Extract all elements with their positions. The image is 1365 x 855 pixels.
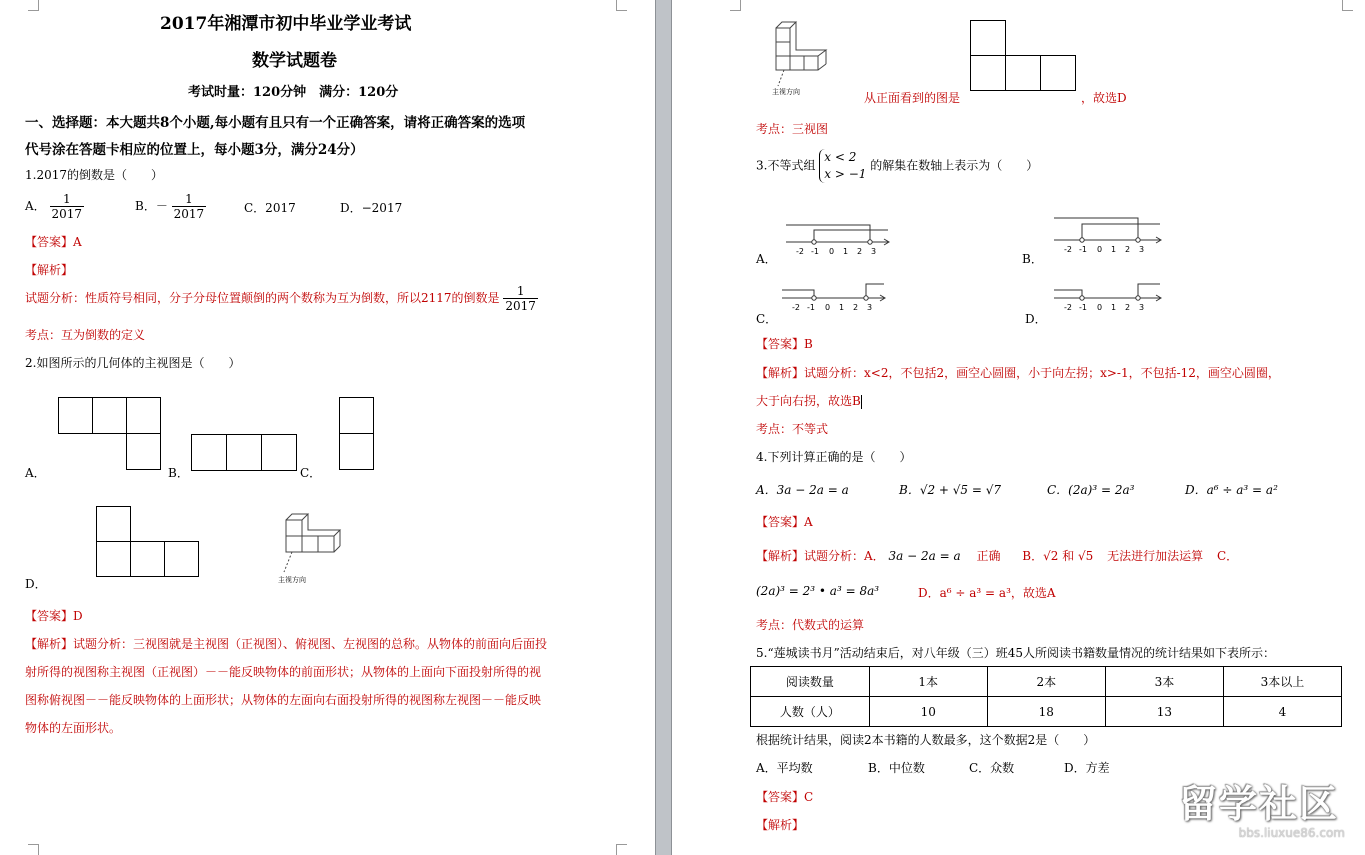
tick-label: 0 xyxy=(1097,245,1103,254)
q3-option-c-label: C． xyxy=(756,312,778,326)
q2-option-c-label: C． xyxy=(300,466,322,480)
tick-label: 0 xyxy=(829,247,835,256)
q4-option-d: D．a⁶ ÷ a³ = a² xyxy=(1185,483,1278,497)
q4-analysis-1f: C． xyxy=(1216,549,1239,563)
tick-label: 1 xyxy=(1111,303,1117,312)
q3-inequality-line2: x > −1 xyxy=(824,167,867,181)
page-corner-mark xyxy=(616,844,627,855)
tick-label: 2 xyxy=(853,303,859,312)
q5-option-d: D．方差 xyxy=(1064,761,1110,775)
q3-analysis-line1: 【解析】试题分析：x<2，不包括2，画空心圆圈，小于向左拐；x>-1，不包括-12，画空心圆圈， xyxy=(756,366,1280,380)
q4-analysis-1d: B．√2 和 √5 xyxy=(1022,549,1094,563)
table-cell: 4 xyxy=(1223,697,1341,727)
q5-analysis-label: 【解析】 xyxy=(756,818,805,832)
q2-stem: 2.如图所示的几何体的主视图是（ ） xyxy=(25,356,241,370)
fraction-denominator: 2017 xyxy=(173,207,205,221)
watermark-url-text: bbs.liuxue86.com xyxy=(1238,826,1345,840)
table-row xyxy=(751,697,1342,727)
watermark-main-text: 留学社区 xyxy=(1179,782,1340,826)
fraction-numerator: 1 xyxy=(50,192,85,207)
tick-label: 2 xyxy=(857,247,863,256)
fraction-numerator: 1 xyxy=(172,192,207,207)
document-page-left xyxy=(0,0,655,855)
page-corner-mark xyxy=(730,0,741,11)
fraction-denominator: 2017 xyxy=(505,299,536,313)
q1-analysis-fraction xyxy=(503,284,538,313)
q3-number-line-a xyxy=(782,218,894,260)
q2-option-a-label: A． xyxy=(25,466,46,480)
table-cell: 10 xyxy=(869,697,987,727)
fraction-numerator: 1 xyxy=(503,284,538,299)
table-cell: 13 xyxy=(1105,697,1223,727)
section-heading-line2: 代号涂在答题卡相应的位置上，每小题3分，满分24分） xyxy=(25,142,364,158)
tick-label: -2 xyxy=(1064,303,1072,312)
text-cursor xyxy=(861,395,862,409)
q4-analysis-2b: D．a⁶ ÷ a³ = a³，故选A xyxy=(918,586,1056,600)
q1-option-c: C．2017 xyxy=(244,201,296,215)
q2-point: 考点：三视图 xyxy=(756,122,829,136)
tick-label: 3 xyxy=(1139,303,1145,312)
tick-label: 3 xyxy=(1139,245,1145,254)
q1-option-a xyxy=(25,192,84,221)
q3-stem-pre: 3.不等式组 xyxy=(756,158,816,173)
section-heading-line1: 一、选择题：本大题共8个小题,每小题有且只有一个正确答案，请将正确答案的选项 xyxy=(25,115,526,131)
q4-stem: 4.下列计算正确的是（ ） xyxy=(756,450,912,464)
q3-inequality-system xyxy=(819,149,866,183)
q4-answer: 【答案】A xyxy=(756,515,813,529)
q1-option-a-label: A． xyxy=(25,199,46,213)
table-cell: 人数（人） xyxy=(751,697,870,727)
q2-option-d-label: D． xyxy=(25,577,47,591)
q4-option-b: B．√2 + √5 = √7 xyxy=(899,483,1002,497)
q1-option-b xyxy=(135,192,206,221)
q1-option-b-label: B．－ xyxy=(135,199,168,213)
q1-analysis-label: 【解析】 xyxy=(25,263,74,277)
q1-option-b-fraction xyxy=(172,192,207,221)
q3-option-a-label: A． xyxy=(756,252,777,266)
q3-analysis-line2-text: 大于向右拐，故选B xyxy=(756,394,861,408)
q5-option-a: A．平均数 xyxy=(756,761,813,775)
table-cell: 1本 xyxy=(869,667,987,697)
q5-statistics-table xyxy=(750,666,1342,727)
q2-analysis-line3: 图称俯视图－－能反映物体的上面形状；从物体的左面向右面投射所得的视图称左视图－－能反映 xyxy=(25,693,542,707)
q3-stem-post: 的解集在数轴上表示为（ ） xyxy=(870,158,1039,173)
table-cell: 3本以上 xyxy=(1223,667,1341,697)
q2-analysis-line1: 【解析】试题分析：三视图就是主视图（正视图）、俯视图、左视图的总称。从物体的前面向后面投 xyxy=(25,637,548,651)
page-corner-mark xyxy=(1342,0,1353,11)
fraction-denominator: 2017 xyxy=(51,207,83,221)
q1-analysis-text: 试题分析：性质符号相同，分子分母位置颠倒的两个数称为互为倒数，所以2117的倒数是 xyxy=(25,291,500,305)
tick-label: 3 xyxy=(871,247,877,256)
tick-label: 1 xyxy=(843,247,849,256)
tick-label: -2 xyxy=(1064,245,1072,254)
tick-label: -2 xyxy=(796,247,804,256)
q2-geometry-solid-figure-repeat xyxy=(770,18,850,98)
tick-label: 0 xyxy=(1097,303,1103,312)
tick-label: 2 xyxy=(1125,245,1131,254)
q2-geometry-solid-figure xyxy=(276,506,356,586)
q1-analysis xyxy=(25,284,538,313)
q1-answer: 【答案】A xyxy=(25,235,82,249)
q3-number-line-b xyxy=(1050,212,1166,254)
tick-label: 3 xyxy=(867,303,873,312)
page-corner-mark xyxy=(28,844,39,855)
q2-option-b-label: B． xyxy=(168,466,189,480)
q2-choice-text: ，故选D xyxy=(1081,91,1127,105)
q4-analysis-1a: 【解析】试题分析：A． xyxy=(756,549,885,563)
q3-point: 考点：不等式 xyxy=(756,422,829,436)
q5-option-c: C．众数 xyxy=(969,761,1015,775)
table-cell: 2本 xyxy=(987,667,1105,697)
q3-stem xyxy=(756,149,1038,183)
q1-stem: 1.2017的倒数是（ ） xyxy=(25,168,163,182)
q2-analysis-line2: 射所得的视图称主视图（正视图）－－能反映物体的前面形状；从物体的上面向下面投射所得的视 xyxy=(25,665,542,679)
q5-question: 根据统计结果，阅读2本书籍的人数最多，这个数据2是（ ） xyxy=(756,733,1096,747)
q1-point: 考点：互为倒数的定义 xyxy=(25,328,146,342)
q4-analysis-2a: (2a)³ = 2³ • a³ = 8a³ xyxy=(756,584,880,598)
exam-title: 2017年湘潭市初中毕业学业考试 xyxy=(160,14,412,34)
tick-label: -1 xyxy=(1079,303,1087,312)
tick-label: -1 xyxy=(811,247,819,256)
q2-answer: 【答案】D xyxy=(25,609,83,623)
tick-label: 0 xyxy=(825,303,831,312)
page-corner-mark xyxy=(28,0,39,11)
q3-number-line-c xyxy=(778,278,890,316)
q5-answer: 【答案】C xyxy=(756,790,814,804)
q3-analysis-line2 xyxy=(756,392,862,409)
q3-number-line-d xyxy=(1050,276,1166,316)
page-corner-mark xyxy=(616,0,627,11)
q4-analysis-1c: 正确 xyxy=(976,549,1001,563)
table-cell: 3本 xyxy=(1105,667,1223,697)
q4-analysis-line1 xyxy=(756,547,1238,564)
q3-answer: 【答案】B xyxy=(756,337,813,351)
q4-option-a: A．3a − 2a = a xyxy=(756,483,849,497)
q3-option-b-label: B． xyxy=(1022,252,1043,266)
tick-label: -1 xyxy=(1079,245,1087,254)
q3-inequality-line1: x < 2 xyxy=(824,150,857,164)
q1-option-d: D．−2017 xyxy=(340,201,403,215)
q3-option-d-label: D． xyxy=(1025,312,1047,326)
table-cell: 18 xyxy=(987,697,1105,727)
q4-option-c: C．(2a)³ = 2a³ xyxy=(1047,483,1135,497)
exam-subtitle: 数学试题卷 xyxy=(252,51,337,71)
q1-option-a-fraction xyxy=(50,192,85,221)
q4-point: 考点：代数式的运算 xyxy=(756,618,865,632)
document-page-right xyxy=(672,0,1365,855)
q4-analysis-1b: 3a − 2a = a xyxy=(888,549,961,563)
q4-analysis-1e: 无法进行加法运算 xyxy=(1107,549,1204,563)
q2-front-view-text: 从正面看到的图是 xyxy=(864,91,961,105)
tick-label: -1 xyxy=(807,303,815,312)
page-gutter xyxy=(655,0,672,855)
tick-label: 1 xyxy=(1111,245,1117,254)
q2-analysis-line4: 物体的左面形状。 xyxy=(25,721,122,735)
tick-label: -2 xyxy=(792,303,800,312)
exam-info: 考试时量：120分钟 满分：120分 xyxy=(188,85,399,100)
site-watermark-logo xyxy=(1179,782,1349,848)
q2-figure-caption: 主视方向 xyxy=(278,576,306,584)
q5-option-b: B．中位数 xyxy=(868,761,925,775)
q2-figure-caption-repeat: 主视方向 xyxy=(772,88,800,96)
table-cell: 阅读数量 xyxy=(751,667,870,697)
tick-label: 1 xyxy=(839,303,845,312)
q5-stem: 5.“莲城读书月”活动结束后，对八年级（三）班45人所阅读书籍数量情况的统计结果如下表所示： xyxy=(756,646,1275,660)
table-header-row xyxy=(751,667,1342,697)
tick-label: 2 xyxy=(1125,303,1131,312)
